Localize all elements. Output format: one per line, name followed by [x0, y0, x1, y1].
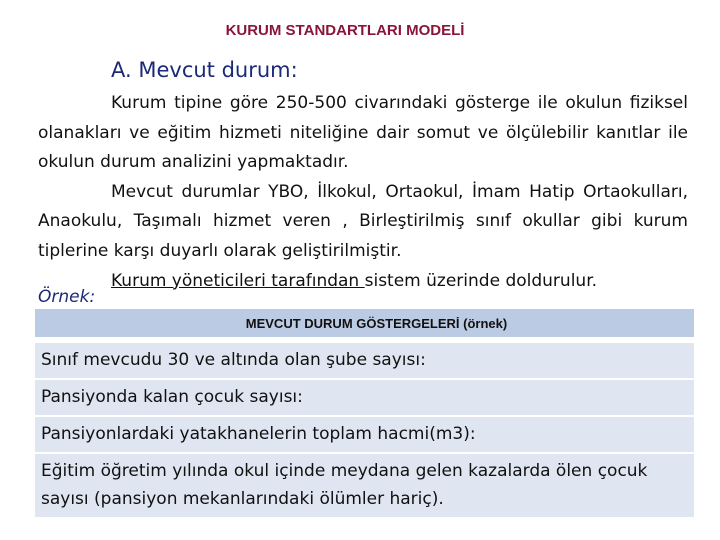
paragraph-3-rest: sistem üzerinde doldurulur. [364, 270, 598, 291]
indicators-table [35, 309, 694, 517]
section-heading: A. Mevcut durum: [111, 58, 298, 82]
table-row: Eğitim öğretim yılında okul içinde meydana gelen kazalarda ölen çocuk sayısı (pansiyon mekanlarındaki ölümler hariç). [35, 452, 694, 517]
paragraph-1: Kurum tipine göre 250-500 civarındaki gösterge ile okulun fiziksel olanakları ve eğitim hizmeti niteliğine dair somut ve ölçülebilir kanıtlar ile okulun durum analizini yapmaktadır. [38, 93, 688, 173]
example-label: Örnek: [38, 287, 96, 307]
paragraph-3 [38, 267, 688, 297]
paragraph-2: Mevcut durumlar YBO, İlkokul, Ortaokul, İmam Hatip Ortaokulları, Anaokulu, Taşımalı hizmet veren , Birleştirilmiş sınıf okullar gibi kurum tiplerine karşı duyarlı olarak geliştirilmiştir. [38, 181, 688, 261]
table-row: Sınıf mevcudu 30 ve altında olan şube sayısı: [35, 341, 694, 378]
paragraph-3-underlined: Kurum yöneticileri tarafından [111, 270, 365, 291]
table-row: Pansiyonlardaki yatakhanelerin toplam hacmi(m3): [35, 415, 694, 452]
table-row: Pansiyonda kalan çocuk sayısı: [35, 378, 694, 415]
table-header: MEVCUT DURUM GÖSTERGELERİ (örnek) [35, 309, 694, 341]
page-title: KURUM STANDARTLARI MODELİ [225, 22, 465, 39]
body-text [38, 89, 688, 296]
